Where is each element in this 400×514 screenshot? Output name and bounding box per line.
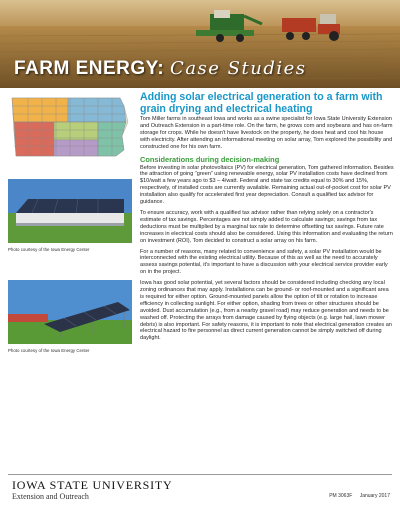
banner-title-script: Case Studies — [170, 58, 307, 79]
photo2-caption: Photo courtesy of the Iowa Energy Center — [8, 348, 90, 353]
iowa-county-map-icon — [8, 92, 132, 162]
ground-solar-array-photo — [8, 280, 132, 344]
photo1-caption: Photo courtesy of the Iowa Energy Center — [8, 247, 90, 252]
section-subhead: Considerations during decision-making — [140, 154, 280, 164]
banner-title-main: FARM ENERGY: — [14, 58, 165, 79]
university-logo — [12, 479, 173, 502]
article-paragraph-1: Before investing in solar photovoltaics (PV) for electrical generation, Tom gathered information. Besides the attraction of going “green” using renewable energy, solar PV installation costs have declined from $10/watt a few years ago to $3 – 4/watt. Federal and state tax credits equal to 30% and 15%, respectively, of installed costs are currently available. Remaining actual out-of-pocket cost for solar PV installation also qualify for accelerated first year depreciation. Consult a qualified tax advisor for guidance. — [140, 164, 394, 206]
publication-id — [329, 493, 390, 499]
article-paragraph-4: Iowa has good solar potential, yet several factors should be considered including checking any local zoning ordinances that may apply. Installations can be ground- or roof-mounted and a significant area is required for either option. Ground-mounted panels allow the option of tilt or rotation to increase efficiency in collecting sunlight. For either option, shading from trees or other structures should be avoided. Dust accumulation (e.g., from a nearby gravel road) may reduce generation and needs to be washed off. Protecting the arrays from damage caused by flying objects (e.g. large hail, lawn mower debris) is also important. For safety reasons, it is important to note that electrical generation creates an electrical hazard to fire personnel as direct current generation cannot be simply switched off during daylight. — [140, 280, 392, 342]
header-banner — [0, 0, 400, 88]
article-paragraph-2: To ensure accuracy, work with a qualified tax advisor rather than relying solely on a contractor's estimate of tax savings. Percentages are not simply added to calculate savings; savings from tax deductions must be multiplied by a marginal tax rate to determine offsetting tax savings. Future rate increases in electrical costs should also be considered. Using this information and evaluating the return on investment (ROI), Tom decided to construct a solar array on his farm. — [140, 209, 393, 244]
article — [140, 92, 394, 346]
logo-university-name: IOWA STATE UNIVERSITY — [12, 478, 173, 492]
footer-divider — [8, 474, 392, 475]
article-intro: Tom Miller farms in southeast Iowa and works as a swine specialist for Iowa State University Extension and Outreach Extension in a part-time role. On the farm, he grows corn and soybeans and has on-farm storage for crops. While he doesn't have livestock on the property, he does heat and cool his house with electricity. After attending an informational meeting on solar array, Tom explored the possibility and constructed one for his own farm. — [140, 116, 393, 150]
roof-solar-photo — [8, 179, 132, 243]
logo-extension: Extension and Outreach — [12, 492, 89, 501]
article-headline: Adding solar electrical generation to a farm with grain drying and electrical heating — [140, 91, 383, 115]
article-paragraph-3: For a number of reasons, many related to convenience and safety, a solar PV installation would be interconnected with the existing electrical utility. Because of this as well as the need to accurately assess savings potential, it's important to have a discussion with your electrical service provider early on in the project. — [140, 248, 388, 276]
banner-title — [14, 58, 307, 80]
publication-date: January 2017 — [359, 493, 390, 499]
publication-number: PM 3063F — [329, 493, 353, 499]
